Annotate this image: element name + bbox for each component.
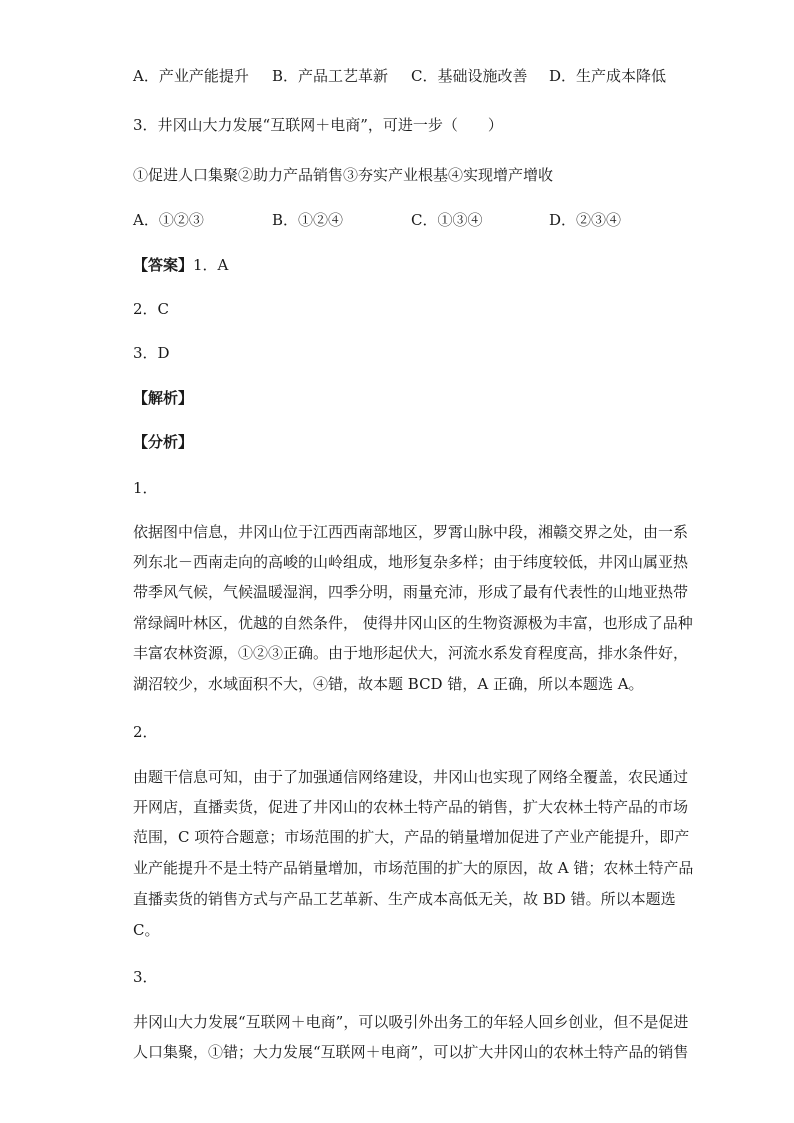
q2-option-d: D．生产成本降低 bbox=[549, 67, 667, 85]
section2-line: 直播卖货的销售方式与产品工艺革新、生产成本高低无关，故 BD 错。所以本题选 bbox=[133, 890, 676, 908]
section1-line: 常绿阔叶林区，优越的自然条件， 使得井冈山区的生物资源极为丰富，也形成了品种 bbox=[133, 614, 693, 632]
q3-option-a: A．①②③ bbox=[133, 211, 204, 229]
answer-3: 3．D bbox=[133, 344, 170, 362]
q2-option-c: C．基础设施改善 bbox=[411, 67, 528, 85]
section2-line: 开网店，直播卖货，促进了井冈山的农林土特产品的销售，扩大农林土特产品的市场 bbox=[133, 798, 689, 816]
breakdown-heading: 【分析】 bbox=[133, 433, 194, 451]
q3-option-b: B．①②④ bbox=[272, 211, 344, 229]
q2-option-b: B．产品工艺革新 bbox=[272, 67, 389, 85]
section2-line: 由题干信息可知，由于了加强通信网络建设，井冈山也实现了网络全覆盖，农民通过 bbox=[133, 768, 689, 786]
answer-label: 【答案】 bbox=[133, 256, 194, 274]
answer-1: 1．A bbox=[193, 256, 229, 274]
section3-number: 3． bbox=[133, 968, 158, 986]
section3-line: 人口集聚，①错；大力发展“互联网＋电商”，可以扩大井冈山的农林土特产品的销售 bbox=[133, 1043, 689, 1061]
section2-number: 2． bbox=[133, 723, 158, 741]
section2-line: 业产能提升不是土特产品销量增加，市场范围的扩大的原因，故 A 错；农林土特产品 bbox=[133, 859, 694, 877]
section1-line: 依据图中信息，井冈山位于江西西南部地区，罗霄山脉中段，湘赣交界之处，由一系 bbox=[133, 523, 689, 541]
q2-option-a: A．产业产能提升 bbox=[133, 67, 249, 85]
section3-line: 井冈山大力发展“互联网＋电商”，可以吸引外出务工的年轻人回乡创业，但不是促进 bbox=[133, 1013, 689, 1031]
answer-2: 2．C bbox=[133, 300, 170, 318]
analysis-heading: 【解析】 bbox=[133, 389, 194, 407]
section1-line: 列东北－西南走向的高峻的山岭组成，地形复杂多样；由于纬度较低，井冈山属亚热 bbox=[133, 553, 689, 571]
q3-items: ①促进人口集聚②助力产品销售③夯实产业根基④实现增产增收 bbox=[133, 166, 554, 184]
section1-line: 丰富农林资源，①②③正确。由于地形起伏大，河流水系发育程度高，排水条件好， bbox=[133, 644, 689, 662]
section1-number: 1． bbox=[133, 479, 158, 497]
section1-line: 湖沼较少，水域面积不大，④错，故本题 BCD 错，A 正确，所以本题选 A。 bbox=[133, 675, 644, 693]
section1-line: 带季风气候，气候温暖湿润，四季分明，雨量充沛，形成了最有代表性的山地亚热带 bbox=[133, 583, 689, 601]
section2-line: C。 bbox=[133, 921, 160, 939]
q3-stem: 3．井冈山大力发展“互联网＋电商”，可进一步（ ） bbox=[133, 116, 503, 134]
answer-line bbox=[133, 255, 228, 275]
section2-line: 范围，C 项符合题意；市场范围的扩大，产品的销量增加促进了产业产能提升，即产 bbox=[133, 828, 690, 846]
q3-option-c: C．①③④ bbox=[411, 211, 483, 229]
q3-option-d: D．②③④ bbox=[549, 211, 622, 229]
